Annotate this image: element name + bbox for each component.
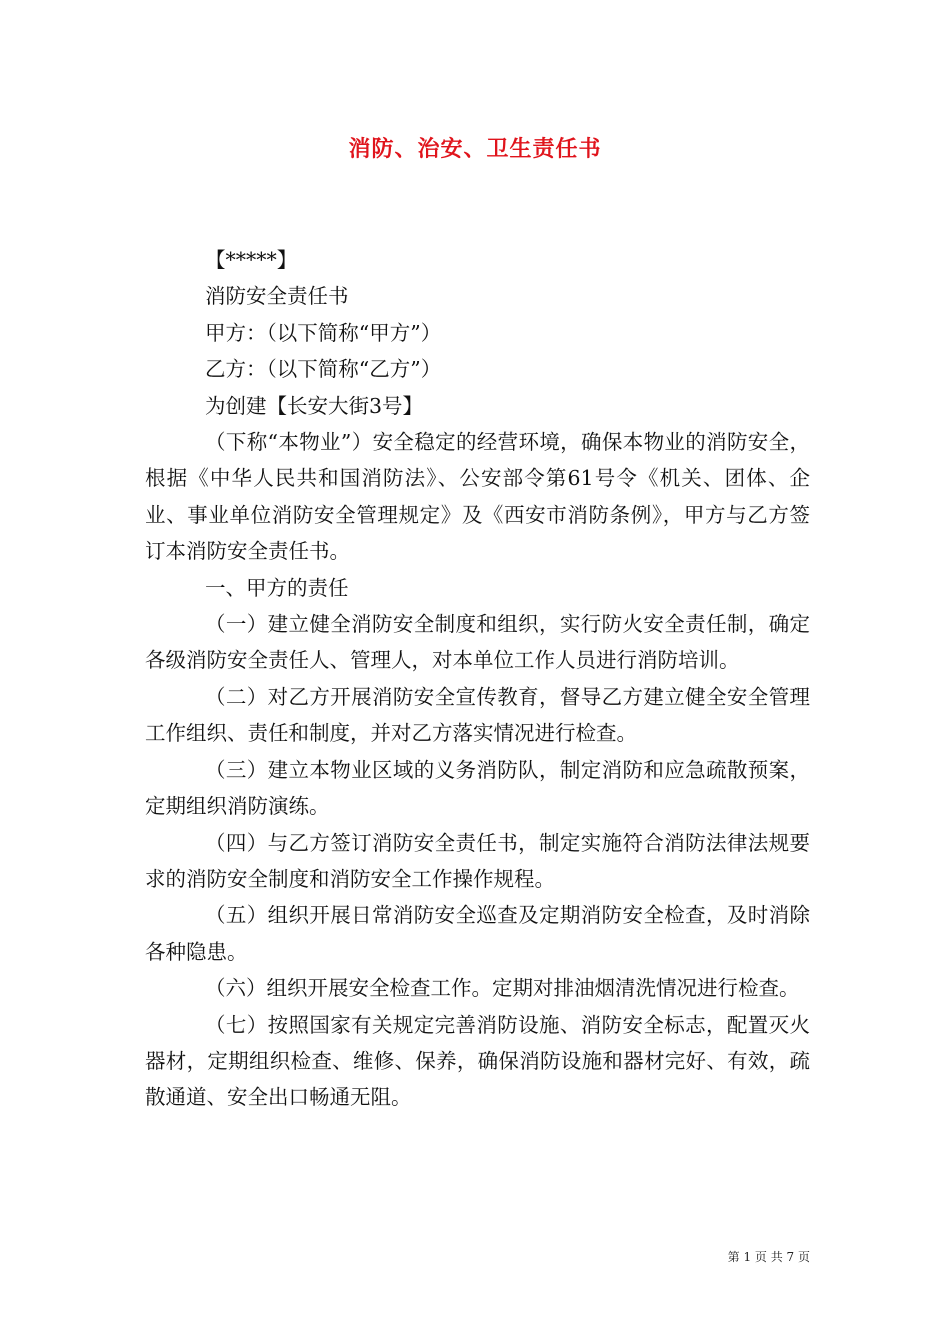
header-line-stars: 【*****】 [205,248,298,272]
paragraph-item-3: （三）建立本物业区域的义务消防队，制定消防和应急疏散预案，定期组织消防演练。 [145,757,810,819]
paragraph-item-1: （一）建立健全消防安全制度和组织，实行防火安全责任制，确定各级消防安全责任人、管理人，对本单位工作人员进行消防培训。 [145,612,810,673]
paragraph-intro: （下称“本物业”）安全稳定的经营环境，确保本物业的消防安全，根据《中华人民共和国消防法》、公安部令第61号令《机关、团体、企业、事业单位消防安全管理规定》及《西安市消防条例》，甲方与乙方签订本消防安全责任书。 [145,430,810,564]
header-line-party-a: 甲方：（以下简称“甲方”） [205,320,442,345]
header-line-subtitle: 消防安全责任书 [205,284,349,309]
paragraph-item-7: （七）按照国家有关规定完善消防设施、消防安全标志，配置灭火器材，定期组织检查、维修、保养，确保消防设施和器材完好、有效，疏散通道、安全出口畅通无阻。 [145,1012,810,1110]
section-heading-party-a: 一、甲方的责任 [205,575,349,600]
header-line-party-b: 乙方：（以下简称“乙方”） [205,357,442,382]
header-line-intro: 为创建【长安大街3号】 [205,393,424,418]
document-body [145,242,810,1116]
document-title: 消防、治安、卫生责任书 [348,136,602,162]
paragraph-item-5: （五）组织开展日常消防安全巡查及定期消防安全检查，及时消除各种隐患。 [145,903,810,964]
paragraph-item-2: （二）对乙方开展消防安全宣传教育，督导乙方建立健全安全管理工作组织、责任和制度，并对乙方落实情况进行检查。 [145,684,810,746]
paragraph-item-4: （四）与乙方签订消防安全责任书，制定实施符合消防法律法规要求的消防安全制度和消防安全工作操作规程。 [145,830,810,891]
page-number-footer: 第 1 页 共 7 页 [727,1250,810,1264]
paragraph-item-6: （六）组织开展安全检查工作。定期对排油烟清洗情况进行检查。 [205,976,800,1001]
